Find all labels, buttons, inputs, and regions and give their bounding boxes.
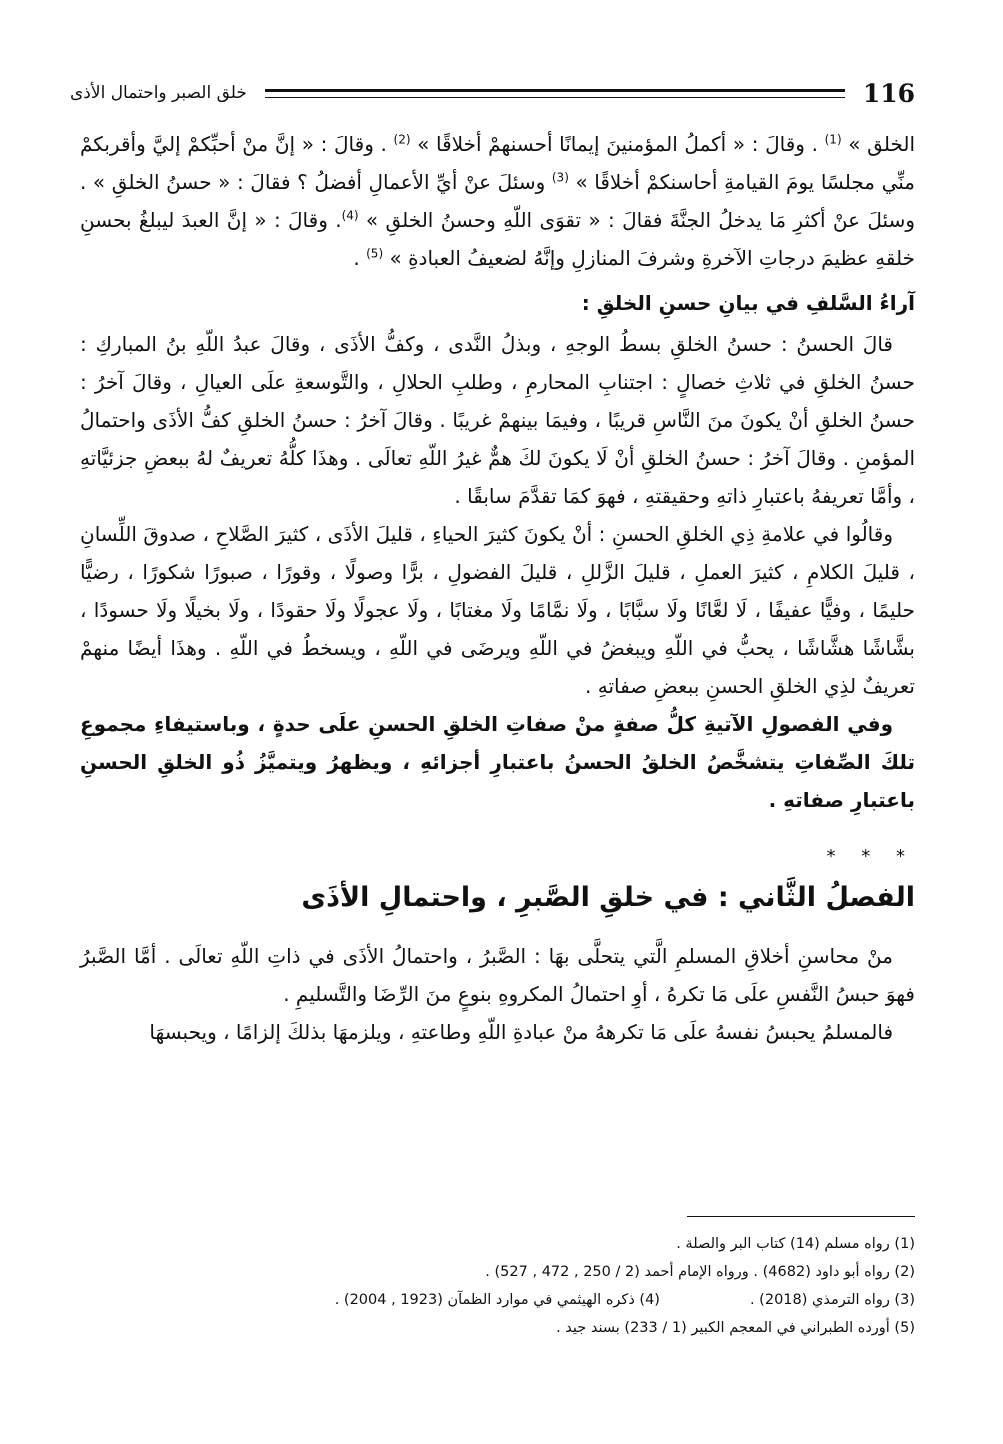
footnote-2: (2) رواه أبو داود (4682) . ورواه الإمام أحمد (2 / 250 , 472 , 527) .	[485, 1264, 915, 1280]
footnote-rule	[687, 1216, 915, 1217]
chapter-title: الفصلُ الثَّاني : في خلقِ الصَّبرِ ، واحتمالِ الأذَى	[301, 882, 915, 913]
text-run: . وقالَ : « أكملُ المؤمنينَ إيمانًا أحسنهمْ أخلاقًا »	[410, 132, 825, 156]
paragraph-patience-definition: منْ محاسنِ أخلاقِ المسلمِ الَّتي يتحلَّى بهَا : الصَّبرُ ، واحتمالُ الأذَى في ذاتِ اللّهِ تعالَى . أمَّا الصَّبرُ فهوَ حبسُ النَّفسِ علَى مَا تكرهُ ، أوِ احتمالُ المكروهِ بنوعٍ منَ الرِّضَا والتَّسليمِ .	[80, 944, 915, 1006]
text-run: الخلق »	[841, 132, 916, 156]
footnotes	[80, 1230, 915, 1342]
running-title: خلق الصبر واحتمال الأذى	[70, 83, 247, 103]
body-text	[80, 125, 915, 1051]
footnote-1: (1) رواه مسلم (14) كتاب البر والصلة .	[676, 1236, 915, 1252]
footnote-5: (5) أورده الطبراني في المعجم الكبير (1 / 233) بسند جيد .	[556, 1320, 915, 1336]
page-header	[70, 78, 915, 108]
footnote-3-4	[80, 1286, 915, 1314]
footnote-ref: (3)	[551, 170, 569, 185]
paragraph-patience-continued: فالمسلمُ يحبسُ نفسهُ علَى مَا تكرههُ منْ عبادةِ اللّهِ وطاعتهِ ، ويلزمهَا بذلكَ إلزامًا ، ويحبسهَا	[149, 1020, 893, 1044]
footnote-ref: (1)	[824, 132, 842, 147]
paragraph-hadith	[80, 125, 915, 277]
text-run: . وقالَ : « إنَّ منْ أحبِّكمْ إليَّ وأقربكمْ منِّي مجلسًا يومَ القيامةِ أحاسنكمْ أخلاقًا »	[80, 132, 915, 194]
footnote-ref: (2)	[393, 132, 411, 147]
footnote-ref: (5)	[366, 246, 384, 261]
paragraph-salaf-views: قالَ الحسنُ : حسنُ الخلقِ بسطُ الوجهِ ، وبذلُ النَّدى ، وكفُّ الأذَى ، وقالَ عبدُ اللّهِ بنُ المباركِ : حسنُ الخلقِ في ثلاثِ خصالٍ : اجتنابِ المحارمِ ، وطلبِ الحلالِ ، والتَّوسعةِ علَى العيالِ ، وقالَ آخرُ : حسنُ الخلقِ أنْ يكونَ منَ النَّاسِ قريبًا ، وفيمَا بينهمْ غريبًا . وقالَ آخرُ : حسنُ الخلقِ كفُّ الأذَى واحتمالُ المؤمنِ . وقالَ آخرُ : حسنُ الخلقِ أنْ لَا يكونَ لكَ همٌّ غيرُ اللّهِ تعالَى . وهذَا كلُّهُ تعريفٌ لهُ ببعضِ جزئيَّاتهِ ، وأمَّا تعريفهُ باعتبارِ ذاتهِ وحقيقتهِ ، فهوَ كمَا تقدَّمَ سابقًا .	[80, 332, 915, 508]
section-subheading: آراءُ السَّلفِ في بيانِ حسنِ الخلقِ :	[581, 291, 915, 315]
text-run: .	[353, 246, 367, 270]
page-number: 116	[862, 78, 915, 108]
paragraph-summary: وفي الفصولِ الآتيةِ كلُّ صفةٍ منْ صفاتِ الخلقِ الحسنِ علَى حدةٍ ، وباستيفاءِ مجموعِ تلكَ الصِّفاتِ يتشخَّصُ الخلقُ الحسنُ باعتبارِ أجزائهِ ، ويظهرُ ويتميَّزُ ذُو الخلقِ الحسنِ باعتبارِ صفاتهِ .	[80, 712, 915, 812]
footnote-3: (3) رواه الترمذي (2018) .	[749, 1292, 915, 1308]
header-rule	[265, 89, 845, 98]
footnote-ref: (4)	[341, 208, 359, 223]
section-separator: * * *	[826, 846, 915, 867]
footnote-4: (4) ذكره الهيثمي في موارد الظمآن (1923 , 2004) .	[334, 1292, 660, 1308]
text-run: . وقالَ : « إنَّ العبدَ ليبلغُ بحسنِ خلقهِ عظيمَ درجاتِ الآخرةِ وشرفَ المنازلِ وإنَّهُ لضعيفُ العبادةِ »	[80, 208, 915, 270]
paragraph-signs: وقالُوا في علامةِ ذِي الخلقِ الحسنِ : أنْ يكونَ كثيرَ الحياءِ ، قليلَ الأذَى ، كثيرَ الصَّلاحِ ، صدوقَ اللِّسانِ ، قليلَ الكلامِ ، كثيرَ العملِ ، قليلَ الزَّللِ ، قليلَ الفضولِ ، برًّا وصولًا ، وقورًا ، صبورًا شكورًا ، رضيًّا حليمًا ، وفيًّا عفيفًا ، لَا لعَّانًا ولَا سبَّابًا ، ولَا نمَّامًا ولَا مغتابًا ، ولَا عجولًا ولَا حقودًا ، ولَا بخيلًا ولَا حسودًا ، بشَّاشًا هشَّاشًا ، يحبُّ في اللّهِ ويبغضُ في اللّهِ ويرضَى في اللّهِ ، ويسخطُ في اللّهِ . وهذَا أيضًا منهمْ تعريفٌ لذِي الخلقِ الحسنِ ببعضِ صفاتهِ .	[80, 522, 915, 698]
text-run: وسئلَ عنْ أيِّ الأعمالِ أفضلُ ؟ فقالَ : « حسنُ الخلقِ » . وسئلَ عنْ أكثرِ مَا يدخلُ الجنَّةَ فقالَ : « تقوَى اللّهِ وحسنُ الخلقِ »	[80, 170, 916, 232]
